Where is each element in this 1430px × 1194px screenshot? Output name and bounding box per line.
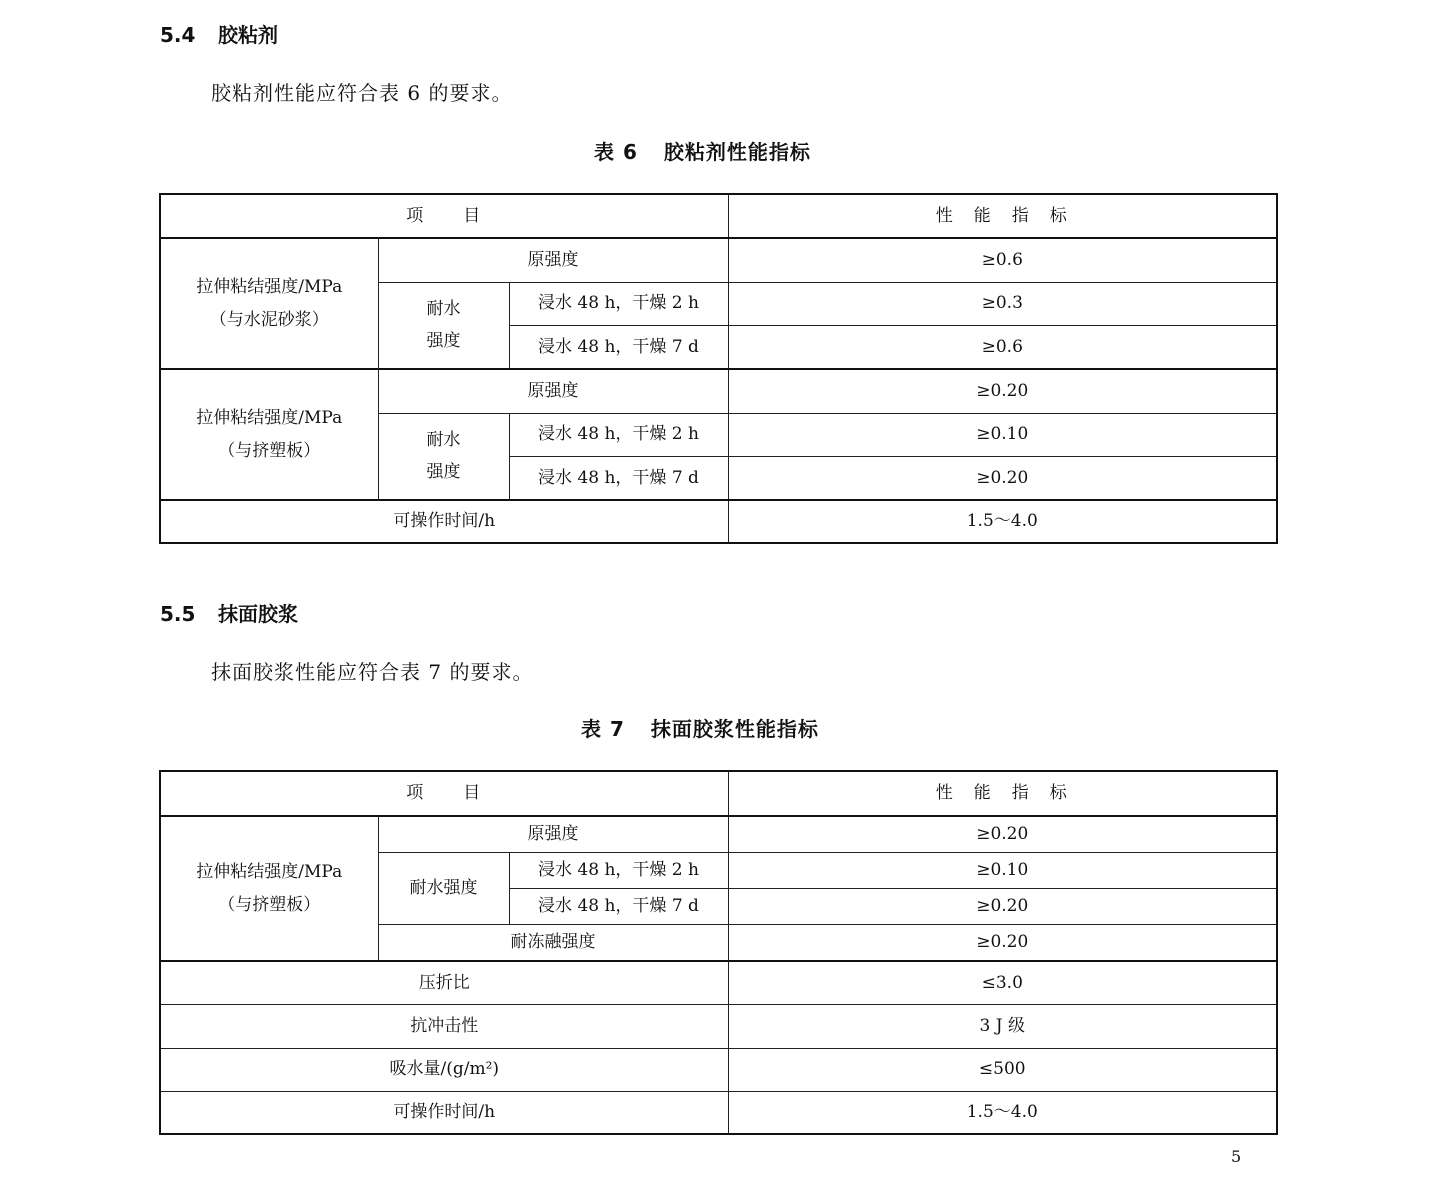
table-number: 表 7 [581,717,625,741]
row-label: 吸水量/(g/m²) [160,1048,728,1091]
section-title: 胶粘剂 [218,23,278,47]
section-number: 5.5 [160,602,196,626]
operable-time-value: 1.5～4.0 [728,500,1277,543]
section-paragraph: 胶粘剂性能应符合表 6 的要求。 [211,81,513,105]
header-value: 性 能 指 标 [728,771,1277,816]
group-label-line2: （与水泥砂浆） [209,309,329,330]
condition-label: 浸水 48 h，干燥 2 h [509,413,728,456]
original-strength-value: ≥0.6 [728,238,1277,282]
original-strength-label: 原强度 [378,369,728,413]
table-title: 胶粘剂性能指标 [663,140,811,164]
table-row [160,238,1277,282]
water-resistance-label [378,282,509,369]
header-value: 性 能 指 标 [728,194,1277,238]
table-number: 表 6 [594,140,638,164]
group-label [160,369,378,500]
original-strength-label: 原强度 [378,238,728,282]
table-row [160,1091,1277,1134]
condition-label: 浸水 48 h，干燥 7 d [509,325,728,369]
water-label-line1: 耐水 [426,429,461,450]
section-number: 5.4 [160,23,196,47]
row-value: ≤500 [728,1048,1277,1091]
group-label-line1: 拉伸粘结强度/MPa [196,277,343,298]
table-row [160,816,1277,852]
group-label [160,238,378,369]
group-label-line1: 拉伸粘结强度/MPa [196,862,343,883]
water-resistance-label: 耐水强度 [378,852,509,924]
section-paragraph: 抹面胶浆性能应符合表 7 的要求。 [211,660,534,684]
condition-value: ≥0.20 [728,456,1277,500]
table-6-adhesive [159,193,1278,544]
water-label-line2: 强度 [426,331,461,352]
table-row [160,369,1277,413]
table-row [160,1048,1277,1091]
table-row [160,1004,1277,1048]
condition-value: ≥0.10 [728,413,1277,456]
condition-label: 浸水 48 h，干燥 2 h [509,282,728,325]
table-title: 抹面胶浆性能指标 [650,717,819,741]
water-label-line1: 耐水 [426,298,461,319]
freeze-thaw-value: ≥0.20 [728,924,1277,961]
table-header-row [160,194,1277,238]
group-label-line1: 拉伸粘结强度/MPa [196,408,343,429]
section-heading-5-4 [160,19,278,48]
table-row [160,961,1277,1004]
table-7-plaster-mortar [159,770,1278,1135]
group-label-line2: （与挤塑板） [218,440,321,461]
condition-value: ≥0.10 [728,852,1277,888]
table-caption-7 [581,713,819,742]
row-label: 压折比 [160,961,728,1004]
condition-value: ≥0.3 [728,282,1277,325]
group-label-line2: （与挤塑板） [218,894,321,915]
row-value: 3 J 级 [728,1004,1277,1048]
condition-value: ≥0.20 [728,888,1277,924]
condition-label: 浸水 48 h，干燥 7 d [509,456,728,500]
original-strength-value: ≥0.20 [728,816,1277,852]
condition-value: ≥0.6 [728,325,1277,369]
table-row [160,500,1277,543]
page-number: 5 [1231,1147,1242,1166]
row-label: 可操作时间/h [160,1091,728,1134]
freeze-thaw-label: 耐冻融强度 [378,924,728,961]
condition-label: 浸水 48 h，干燥 7 d [509,888,728,924]
header-item: 项 目 [160,194,728,238]
condition-label: 浸水 48 h，干燥 2 h [509,852,728,888]
table-caption-6 [594,136,811,165]
row-label: 抗冲击性 [160,1004,728,1048]
section-heading-5-5 [160,598,298,627]
section-title: 抹面胶浆 [218,602,298,626]
operable-time-label: 可操作时间/h [160,500,728,543]
original-strength-label: 原强度 [378,816,728,852]
water-label-line2: 强度 [426,462,461,483]
header-item: 项 目 [160,771,728,816]
group-label [160,816,378,961]
table-header-row [160,771,1277,816]
row-value: ≤3.0 [728,961,1277,1004]
original-strength-value: ≥0.20 [728,369,1277,413]
water-resistance-label [378,413,509,500]
row-value: 1.5～4.0 [728,1091,1277,1134]
